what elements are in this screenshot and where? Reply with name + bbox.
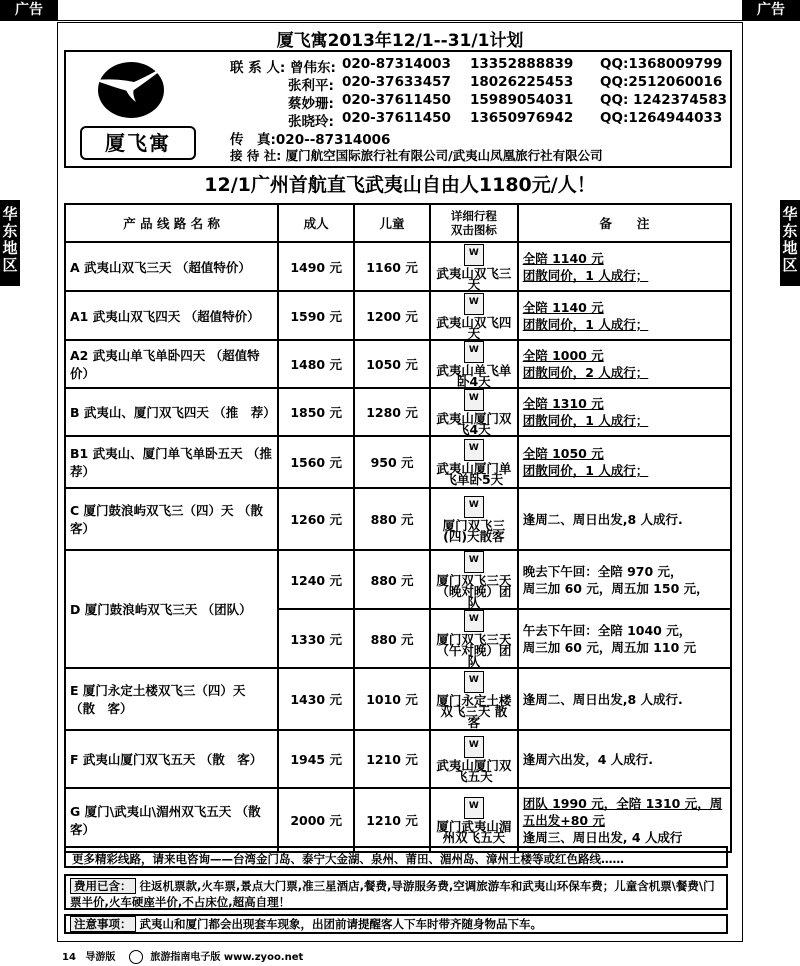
doc-link[interactable]: W 厦门永定土楼双飞三天 散客 xyxy=(430,668,518,730)
table-row: G 厦门\武夷山\湄州双飞五天 （散 客） 2000 元 1210 元 W 厦门武夷山湄州双飞五天 团队 1990 元，全陪 1310 元，周五出发+80 元 逢周三、周日出发, 4 人成行 xyxy=(65,788,731,852)
doc-link[interactable]: W 厦门双飞三天（晚对晚）团队 xyxy=(430,550,518,609)
word-document-icon[interactable] xyxy=(464,439,484,461)
doc-link[interactable]: W 武夷山单飞单卧4天 xyxy=(430,340,518,388)
word-document-icon[interactable] xyxy=(464,496,484,518)
contact-mobile-4: 13650976942 xyxy=(470,110,574,126)
contact-tel-1: 020-87314003 xyxy=(342,56,451,72)
routes-table xyxy=(64,203,732,853)
table-row: 1330 元 880 元 W 厦门双飞三天（午对晚）团队 午去下午回：全陪 1040 元， 周三加 60 元，周五加 110 元 xyxy=(65,609,731,668)
attention-label: 注意事项： xyxy=(70,916,136,932)
doc-link[interactable]: W 武夷山厦门双飞五天 xyxy=(430,730,518,788)
top-rule xyxy=(0,20,800,21)
contact-name-4: 张晓玲: xyxy=(288,114,334,130)
contact-mobile-2: 18026225453 xyxy=(470,74,574,90)
page-footer xyxy=(62,948,303,964)
contact-qq-2: QQ:2512060016 xyxy=(600,74,723,90)
fee-label: 费用已含： xyxy=(70,878,136,894)
word-document-icon[interactable] xyxy=(464,551,484,573)
fax-row: 传 真:020--87314006 xyxy=(230,132,391,148)
side-label-right: 华 东 地 区 xyxy=(780,200,800,286)
doc-link[interactable]: W 厦门双飞三(四)天散客 xyxy=(430,488,518,550)
contact-qq-3: QQ: 1242374583 xyxy=(600,92,727,108)
page-title: 厦飞寓2013年12/1--31/1计划 xyxy=(276,31,524,51)
word-document-icon[interactable] xyxy=(464,244,484,266)
side-label-left: 华 东 地 区 xyxy=(0,200,20,286)
table-row: A2 武夷山单飞单卧四天 （超值特价） 1480 元 1050 元 W 武夷山单飞单卧4天 全陪 1000 元 团散同价，2 人成行； xyxy=(65,340,731,388)
word-document-icon[interactable] xyxy=(464,797,484,819)
doc-link[interactable]: W 厦门武夷山湄州双飞五天 xyxy=(430,788,518,852)
word-document-icon[interactable] xyxy=(464,610,484,632)
doc-link[interactable]: W 武夷山厦门单飞单卧5天 xyxy=(430,436,518,488)
table-row: B 武夷山、厦门双飞四天 （推 荐） 1850 元 1280 元 W 武夷山厦门双飞4天 全陪 1310 元 团散同价，1 人成行； xyxy=(65,388,731,436)
fee-included xyxy=(64,874,728,910)
header-name: 产 品 线 路 名 称 xyxy=(65,204,278,242)
fee-text: 往返机票款,火车票,景点大门票,准三星酒店,餐费,导游服务费,空调旅游车和武夷山环保车费；儿童含机票\餐费\门票半价,火车硬座半价,不占床位,超高自理！ xyxy=(70,879,715,909)
doc-link[interactable]: W 厦门双飞三天（午对晚）团队 xyxy=(430,609,518,668)
table-row: E 厦门永定土楼双飞三（四）天 （散 客） 1430 元 1010 元 W 厦门永定土楼双飞三天 散客 逢周二、周日出发,8 人成行. xyxy=(65,668,731,730)
table-row: A 武夷山双飞三天 （超值特价） 1490 元 1160 元 W 武夷山双飞三天 全陪 1140 元 团散同价，1 人成行； xyxy=(65,242,731,291)
word-document-icon[interactable] xyxy=(464,293,484,315)
page-number: 14 xyxy=(62,952,76,963)
section-name: 导游版 xyxy=(85,952,116,963)
contact-mobile-3: 15989054031 xyxy=(470,92,574,108)
contact-tel-2: 020-37633457 xyxy=(342,74,451,90)
table-row: B1 武夷山、厦门单飞单卧五天 （推 荐） 1560 元 950 元 W 武夷山厦门单飞单卧5天 全陪 1050 元 团散同价，1 人成行； xyxy=(65,436,731,488)
table-row: C 厦门鼓浪屿双飞三（四）天 （散客） 1260 元 880 元 W 厦门双飞三(四)天散客 逢周二、周日出发,8 人成行. xyxy=(65,488,731,550)
logo-text: 厦飞寓 xyxy=(80,126,196,160)
bird-logo-icon xyxy=(86,58,176,120)
contact-mobile-1: 13352888839 xyxy=(470,56,574,72)
word-document-icon[interactable] xyxy=(464,341,484,363)
contact-name-3: 蔡妙珊: xyxy=(288,96,334,112)
doc-link[interactable]: W 武夷山厦门双飞4天 xyxy=(430,388,518,436)
header-notes: 备 注 xyxy=(518,204,731,242)
ad-tag-left: 广告 xyxy=(0,0,58,20)
attention xyxy=(64,914,728,934)
ad-tag-right: 广告 xyxy=(742,0,800,20)
contact-tel-4: 020-37611450 xyxy=(342,110,451,126)
table-row: A1 武夷山双飞四天 （超值特价） 1590 元 1200 元 W 武夷山双飞四天 全陪 1140 元 团散同价，1 人成行； xyxy=(65,291,731,340)
contact-tel-3: 020-37611450 xyxy=(342,92,451,108)
header-detail: 详细行程 双击图标 xyxy=(430,204,518,242)
table-header-row xyxy=(65,204,731,242)
contact-qq-4: QQ:1264944033 xyxy=(600,110,723,126)
contact-row-1: 联 系 人: 曾伟东: xyxy=(230,60,336,76)
site-name: 旅游指南电子版 www.zyoo.net xyxy=(150,952,304,963)
contact-name-2: 张利平: xyxy=(288,78,334,94)
publisher-logo-icon xyxy=(129,950,143,964)
contact-box xyxy=(64,50,732,168)
table-row: D 厦门鼓浪屿双飞三天 （团队） 1240 元 880 元 W 厦门双飞三天（晚对晚）团队 晚去下午回：全陪 970 元， 周三加 60 元，周五加 150 元， xyxy=(65,550,731,609)
table-row: F 武夷山厦门双飞五天 （散 客） 1945 元 1210 元 W 武夷山厦门双飞五天 逢周六出发，4 人成行. xyxy=(65,730,731,788)
header-adult: 成人 xyxy=(278,204,354,242)
word-document-icon[interactable] xyxy=(464,736,484,758)
word-document-icon[interactable] xyxy=(464,389,484,411)
contact-qq-1: QQ:1368009799 xyxy=(600,56,723,72)
headline: 12/1广州首航直飞武夷山自由人1180元/人！ xyxy=(204,174,596,196)
doc-link[interactable]: W 武夷山双飞四天 xyxy=(430,291,518,340)
word-document-icon[interactable] xyxy=(464,671,484,693)
more-routes: 更多精彩线路，请来电咨询——台湾金门岛、泰宁大金湖、泉州、莆田、湄州岛、漳州土楼等或红色路线…… xyxy=(64,846,728,868)
attention-text: 武夷山和厦门都会出现套车现象，出团前请提醒客人下车时带齐随身物品下车。 xyxy=(139,917,543,931)
host-row: 接 待 社: 厦门航空国际旅行社有限公司/武夷山凤凰旅行社有限公司 xyxy=(230,148,603,163)
doc-link[interactable]: W 武夷山双飞三天 xyxy=(430,242,518,291)
header-child: 儿童 xyxy=(354,204,430,242)
